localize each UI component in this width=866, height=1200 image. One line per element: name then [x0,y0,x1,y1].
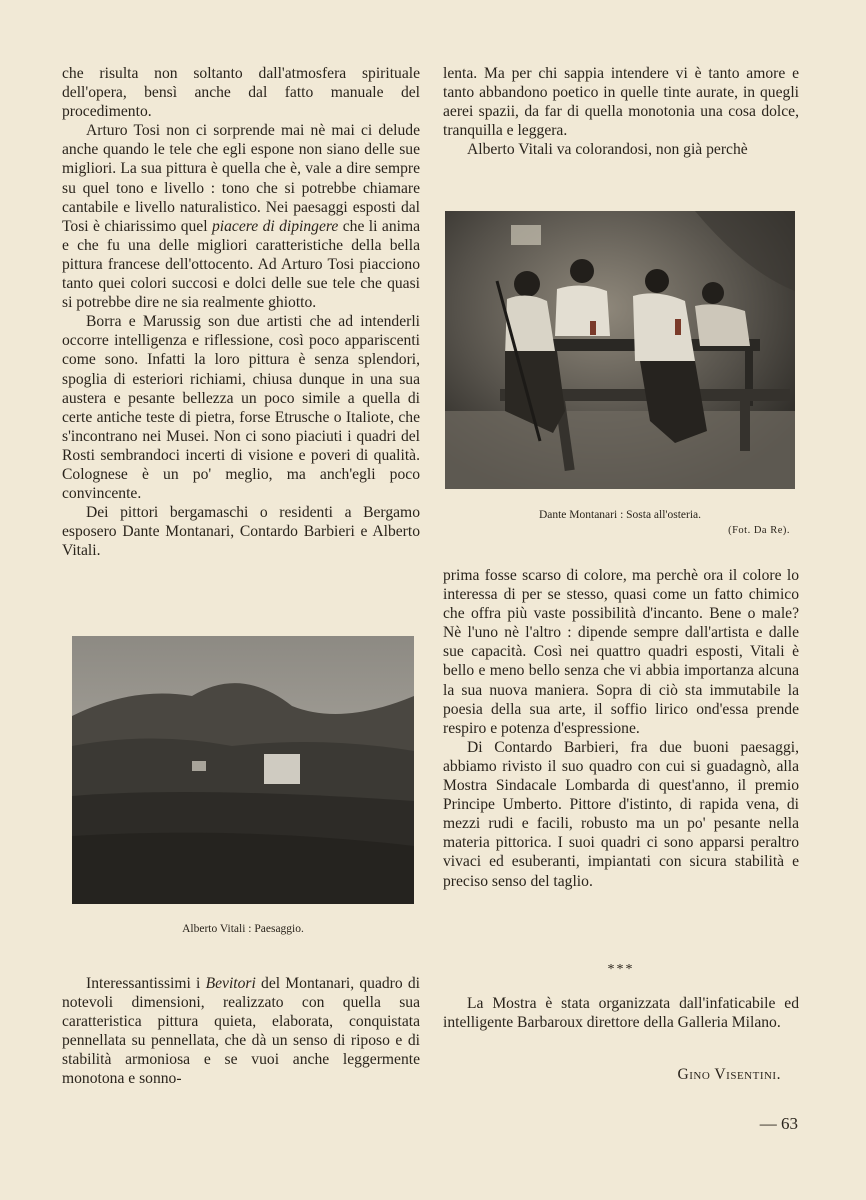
left-column-text [62,64,420,560]
right-column-middle-text [443,566,799,891]
paragraph: che risulta non soltanto dall'atmosfera spirituale dell'opera, bensì anche dal fatto manuale del procedimento. [62,65,420,121]
left-column-bottom-text [62,974,420,1089]
tavern-scene-image [445,211,795,489]
italic-title: Bevitori [205,975,256,992]
paragraph: prima fosse scarso di colore, ma perchè ora il colore lo interessa di per se stesso, quasi come un fatto chimico che offra più vaste possibilità d'incanto. Bene o male? Nè l'uno nè l'altro : dipende sempre dall'artista e dalle sue capacità. Così nei quattro quadri esposti, Vitali è bello e meno bello senza che vi abbia importanza alcuna la sua nuova maniera. Sopra di ciò sta immutabile la poesia della sua arte, il soffio lirico ond'essa prende respiro e potenza d'espressione. [443,567,799,737]
caption-vitali: Alberto Vitali : Paesaggio. [182,923,304,935]
paragraph-mostra: La Mostra è stata organizzata dall'infaticabile ed intelligente Barbaroux direttore della Galleria Milano. [443,995,799,1032]
italic-phrase: piacere di dipingere [211,217,339,235]
right-column-top-text [443,64,799,159]
paragraph-bevitori: Interessantissimi i Bevitori del Montanari, quadro di notevoli dimensioni, realizzato con quella sua caratteristica pittura quieta, elaborata, conquistata pennellata su pennellata, che dà un senso di riposo e di stabilità armoniosa e se vuoi anche leggermente monotona e sonno- [62,975,420,1088]
paragraph-bergamaschi: Dei pittori bergamaschi o residenti a Bergamo esposero Dante Montanari, Contardo Barbieri e Alberto Vitali. [62,504,420,560]
right-column-bottom-text [443,994,799,1032]
paragraph-borra: Borra e Marussig son due artisti che ad intenderli occorre intelligenza e riflessione, così poco appariscenti come sono. Infatti la loro pittura è senza splendori, spoglia di esteriori richiami, chiusa dunque in una sua austera e pesante bellezza un poco simile a quella di certe antiche teste di pietra, forse Etrusche o Italiote, che s'incontrano nei Musei. Non ci sono piaciuti i quadri del Rosti sembrandoci incerti di visione e poveri di qualità. Colognese è un po' meglio, ma anch'egli poco convincente. [62,313,420,503]
painting-montanari-osteria [445,211,795,489]
photo-credit: (Fot. Da Re). [728,525,790,536]
author-signature: Gino Visentini. [677,1066,781,1083]
paragraph: lenta. Ma per chi sappia intendere vi è tanto amore e tanto abbandono poetico in quelle tinte aurate, in quegli aerei spazii, da far di quella monotonia una cosa dolce, tranquilla e leggera. [443,65,799,140]
caption-montanari: Dante Montanari : Sosta all'osteria. [538,509,702,521]
section-separator: *** [607,962,635,977]
paragraph-barbieri: Di Contardo Barbieri, fra due buoni paesaggi, abbiamo rivisto il suo quadro con cui si guadagnò, alla Mostra Sindacale Lombarda di quest'anno, il premio Principe Umberto. Pittore d'istinto, di rapida vena, di mezzi rudi e facili, robusto ma un po' pesante nella materia pittorica. I suoi quadri ci sono apparsi peraltro vivaci ed esuberanti, impiantati con sicura stabilità e preciso senso del taglio. [443,738,799,890]
painting-vitali-paesaggio [72,636,414,904]
landscape-image [72,636,414,904]
paragraph: Alberto Vitali va colorandosi, non già perchè [467,141,748,159]
paragraph-tosi: Arturo Tosi non ci sorprende mai nè mai ci delude anche quando le tele che egli espone non siano delle sue migliori. La sua pittura è quella che è, vale a dire sempre su quel tono e livello : tono che si potrebbe chiamare cantabile e livello naturalistico. Nei paesaggi esposti dal Tosi è chiarissimo quel piacere di dipingere che li anima e che fu una delle migliori caratteristiche della bella pittura francese dell'ottocento. Ad Arturo Tosi piacciono tanto quei colori succosi e dolci delle sue tele che quasi si potrebbe dire ne sia realmente ghiotto. [62,122,420,312]
page-number: — 63 [759,1114,798,1133]
